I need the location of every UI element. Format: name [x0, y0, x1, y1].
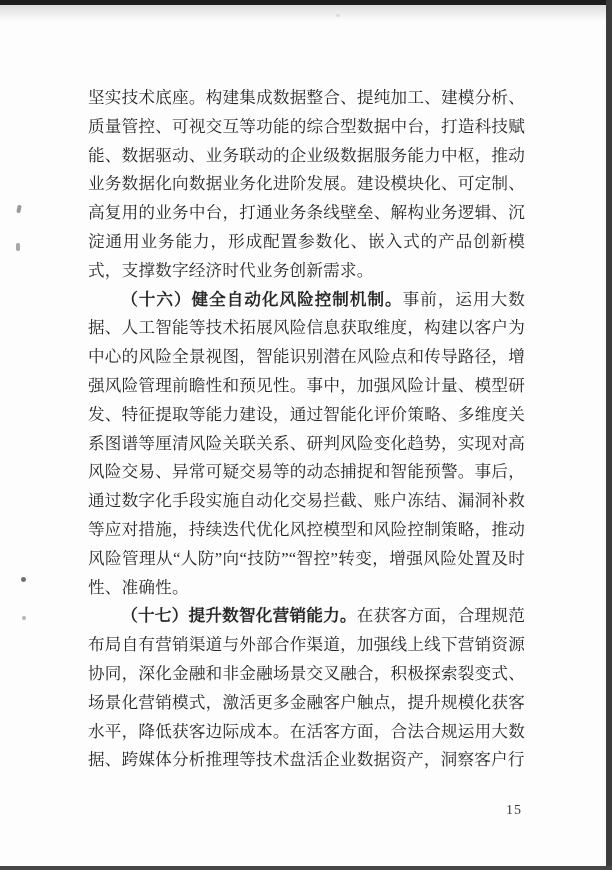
paragraph-text: 坚实技术底座。构建集成数据整合、提纯加工、建模分析、质量管控、可视交互等功能的综合型数据中台，打造科技赋能、数据驱动、业务联动的企业级数据服务能力中枢，推动业务数据化向数据业务化进阶发展。建设模块化、可定制、高复用的业务中台，打通业务条线壁垒、解构业务逻辑、沉淀通用业务能力，形成配置参数化、嵌入式的产品创新模式，支撑数字经济时代业务创新需求。 — [88, 88, 525, 280]
scan-edge-bottom — [0, 866, 612, 870]
section-17-heading: （十七）提升数智化营销能力。 — [121, 606, 357, 626]
page-number: 15 — [506, 803, 522, 818]
scan-speck — [21, 577, 26, 582]
paragraph-continuation — [88, 84, 525, 286]
section-16-heading: （十六）健全自动化风险控制机制。 — [121, 289, 403, 309]
paragraph-section-16 — [88, 286, 525, 603]
paragraph-text: 事前，运用大数据、人工智能等技术拓展风险信息获取维度，构建以客户为中心的风险全景视图，智能识别潜在风险点和传导路径，增强风险管理前瞻性和预见性。事中，加强风险计量、模型研发、特征提取等能力建设，通过智能化评价策略、多维度关系图谱等厘清风险关联关系、研判风险变化趋势，实现对高风险交易、异常可疑交易等的动态捕捉和智能预警。事后，通过数字化手段实施自动化交易拦截、账户冻结、漏洞补救等应对措施，持续迭代优化风控模型和风险控制策略，推动风险管理从“人防”向“技防”“智控”转变，增强风险处置及时性、准确性。 — [88, 289, 525, 597]
scan-speck — [336, 14, 340, 17]
scan-speck — [22, 616, 26, 620]
scan-edge-right — [606, 0, 612, 870]
paragraph-section-17 — [88, 602, 525, 775]
document-body-text — [88, 84, 525, 775]
scan-speck — [16, 243, 20, 251]
scan-edge-top-shadow — [0, 5, 612, 21]
scan-speck — [16, 205, 22, 214]
paragraph-text: 在获客方面，合理规范布局自有营销渠道与外部合作渠道，加强线上线下营销资源协同，深化金融和非金融场景交叉融合，积极探索裂变式、场景化营销模式，激活更多金融客户触点，提升规模化获客水平，降低获客边际成本。在活客方面，合法合规运用大数据、跨媒体分析推理等技术盘活企业数据资产，洞察客户行 — [88, 606, 525, 770]
